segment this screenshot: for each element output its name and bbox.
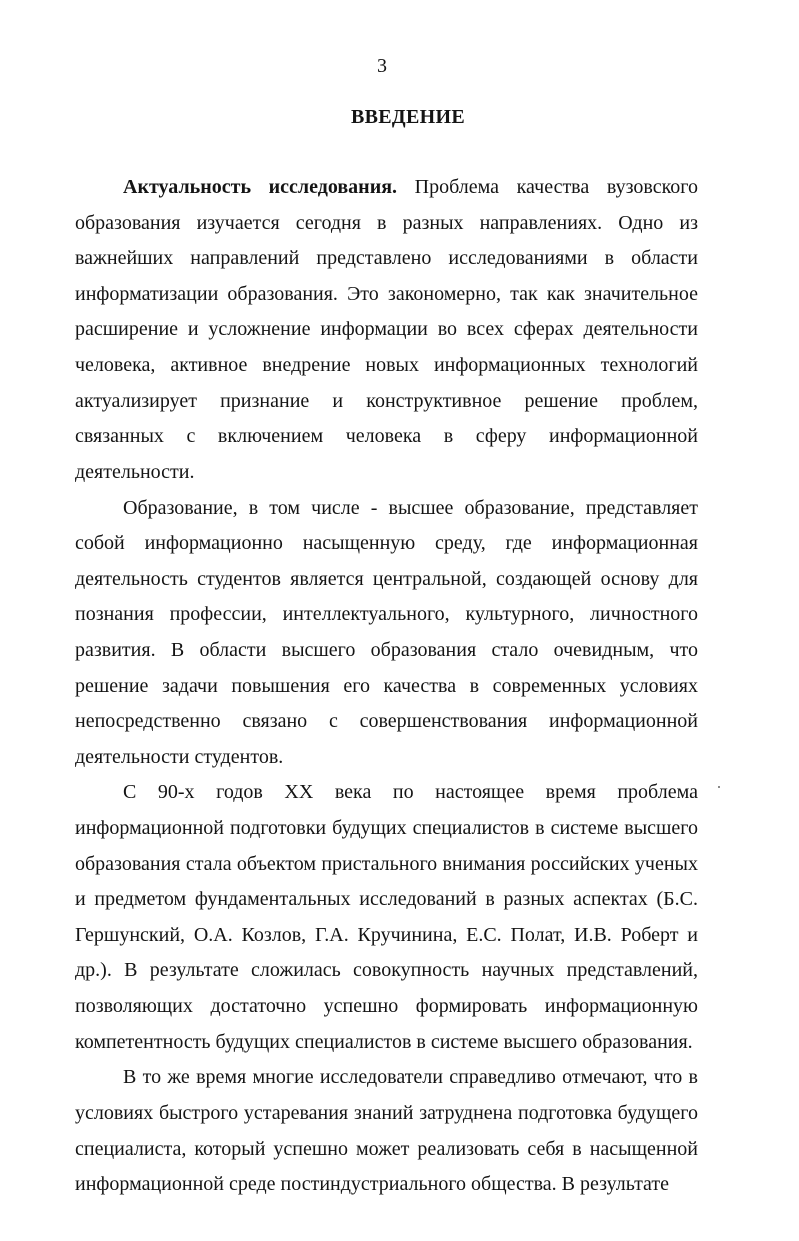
body-text (75, 170, 698, 1203)
paragraph-history: С 90-х годов XX века по настоящее время проблема информационной подготовки будущих специалистов в системе высшего образования стала объектом пристального внимания российских ученых и предметом фундаментальных исследований в разных аспектах (Б.С. Гершунский, О.А. Козлов, Г.А. Кручинина, Е.С. Полат, И.В. Роберт и др.). В результате сложилась совокупность научных представлений, позволяющих достаточно успешно формировать информационную компетентность будущих специалистов в системе высшего образования. (75, 781, 698, 1053)
paragraph-relevance (75, 170, 698, 490)
paragraph-lead: Актуальность исследования. (123, 176, 398, 198)
paragraph-text: Проблема качества вузовского образования изучается сегодня в разных направлениях. Одно из важнейших направлений представлено исследованиями в области информатизации образования. Это закономерно, так как значительное расширение и усложнение информации во всех сферах деятельности человека, активное внедрение новых информационных технологий актуализирует признание и конструктивное решение проблем, связанных с включением человека в сферу информационной деятельности. (75, 176, 698, 483)
paragraph-researchers: В то же время многие исследователи справедливо отмечают, что в условиях быстрого устаревания знаний затруднена подготовка будущего специалиста, который успешно может реализовать себя в насыщенной информационной среде постиндустриального общества. В результате (75, 1066, 698, 1196)
scan-speck (718, 786, 720, 788)
page-number: 3 (377, 55, 387, 77)
paragraph-education: Образование, в том числе - высшее образование, представляет собой информационно насыщенную среду, где информационная деятельность студентов является центральной, создающей основу для познания профессии, интеллектуального, культурного, личностного развития. В области высшего образования стало очевидным, что решение задачи повышения его качества в современных условиях непосредственно связано с совершенствования информационной деятельности студентов. (75, 496, 698, 768)
section-heading: ВВЕДЕНИЕ (351, 106, 465, 128)
